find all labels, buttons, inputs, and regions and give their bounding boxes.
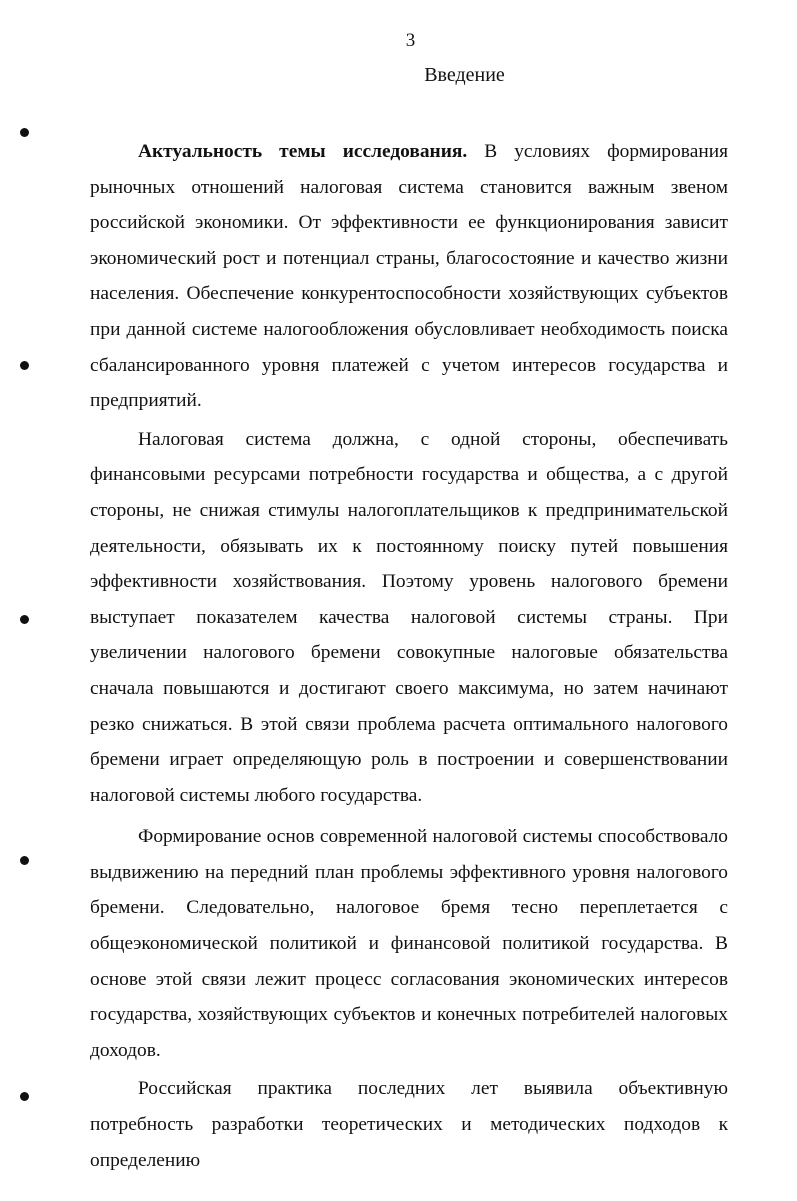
paragraph-relevance	[90, 134, 728, 419]
paragraph-text: В условиях формирования рыночных отношений налоговая система становится важным звеном российской экономики. От эффективности ее функционирования зависит экономический рост и потенциал страны, благосостояние и качество жизни населения. Обеспечение конкурентоспособности хозяйствующих субъектов при данной системе налогообложения обусловливает необходимость поиска сбалансированного уровня платежей с учетом интересов государства и предприятий.	[90, 141, 728, 412]
page-number: 3	[405, 30, 416, 51]
paragraph-lead: Актуальность темы исследования.	[138, 141, 468, 162]
paragraph-tax-system: Налоговая система должна, с одной стороны, обеспечивать финансовыми ресурсами потребности государства и общества, а с другой стороны, не снижая стимулы налогоплательщиков к предпринимательской деятельности, обязывать их к постоянному поиску путей повышения эффективности хозяйствования. Поэтому уровень налогового бремени выступает показателем качества налоговой системы страны. При увеличении налогового бремени совокупные налоговые обязательства сначала повышаются и достигают своего максимума, но затем начинают резко снижаться. В этой связи проблема расчета оптимального налогового бремени играет определяющую роль в построении и совершенствовании налоговой системы любого государства.	[90, 428, 728, 806]
binding-hole-mark	[20, 1092, 29, 1101]
document-body	[90, 134, 728, 1178]
paragraph-tax-burden: Формирование основ современной налоговой системы способствовало выдвижению на передний план проблемы эффективного уровня налогового бремени. Следовательно, налоговое бремя тесно переплетается с общеэкономической политикой и финансовой политикой государства. В основе этой связи лежит процесс согласования экономических интересов государства, хозяйствующих субъектов и конечных потребителей налоговых доходов.	[90, 826, 728, 1061]
page-title: Введение	[424, 64, 505, 86]
binding-hole-mark	[20, 615, 29, 624]
binding-hole-mark	[20, 856, 29, 865]
paragraph-russian-practice: Российская практика последних лет выявила объективную потребность разработки теоретических и методических подходов к определению	[90, 1078, 728, 1171]
binding-hole-mark	[20, 361, 29, 370]
binding-hole-mark	[20, 128, 29, 137]
